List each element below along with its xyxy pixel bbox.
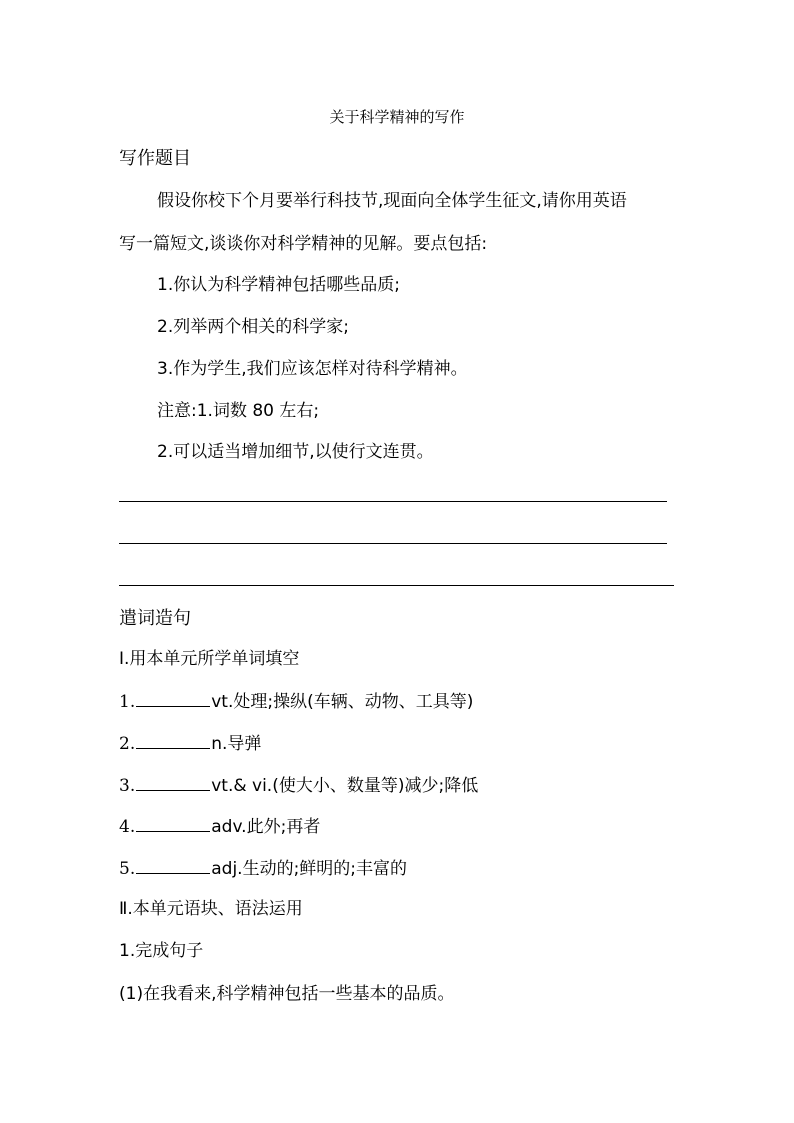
- fill-blank[interactable]: [136, 774, 210, 791]
- item-number: 4.: [119, 817, 136, 837]
- part2-title: Ⅱ.本单元语块、语法运用: [119, 899, 303, 919]
- vocab-item: [119, 774, 478, 797]
- answer-line[interactable]: [119, 585, 674, 586]
- prompt-line-1: 假设你校下个月要举行科技节,现面向全体学生征文,请你用英语: [157, 191, 627, 211]
- vocab-heading: 遣词造句: [119, 608, 191, 629]
- page-title: 关于科学精神的写作: [329, 108, 465, 126]
- fill-blank[interactable]: [136, 690, 210, 707]
- item-definition: vt.& vi.(使大小、数量等)减少;降低: [211, 776, 479, 796]
- answer-line[interactable]: [119, 543, 667, 544]
- item-number: 1.: [119, 692, 136, 712]
- point-item: 1.你认为科学精神包括哪些品质;: [157, 275, 400, 295]
- item-definition: adj.生动的;鲜明的;丰富的: [211, 859, 408, 879]
- vocab-item: [119, 732, 261, 755]
- item-definition: n.导弹: [211, 734, 262, 754]
- sentence-prompt: (1)在我看来,科学精神包括一些基本的品质。: [119, 984, 455, 1004]
- prompt-line-2: 写一篇短文,谈谈你对科学精神的见解。要点包括:: [119, 234, 488, 254]
- item-number: 3.: [119, 776, 136, 796]
- item-number: 5.: [119, 859, 136, 879]
- point-item: 2.列举两个相关的科学家;: [157, 317, 349, 337]
- fill-blank[interactable]: [136, 815, 210, 832]
- fill-blank[interactable]: [136, 732, 210, 749]
- writing-heading: 写作题目: [119, 148, 191, 169]
- part1-title: Ⅰ.用本单元所学单词填空: [119, 649, 300, 669]
- item-number: 2.: [119, 734, 136, 754]
- vocab-item: [119, 690, 473, 713]
- answer-line[interactable]: [119, 501, 667, 502]
- fill-blank[interactable]: [136, 857, 210, 874]
- sub1-title: 1.完成句子: [119, 941, 204, 961]
- note-item: 注意:1.词数 80 左右;: [157, 401, 320, 421]
- item-definition: vt.处理;操纵(车辆、动物、工具等): [211, 692, 474, 712]
- note-item: 2.可以适当增加细节,以使行文连贯。: [157, 442, 434, 462]
- vocab-item: [119, 857, 407, 880]
- item-definition: adv.此外;再者: [211, 817, 321, 837]
- vocab-item: [119, 815, 320, 838]
- point-item: 3.作为学生,我们应该怎样对待科学精神。: [157, 359, 468, 379]
